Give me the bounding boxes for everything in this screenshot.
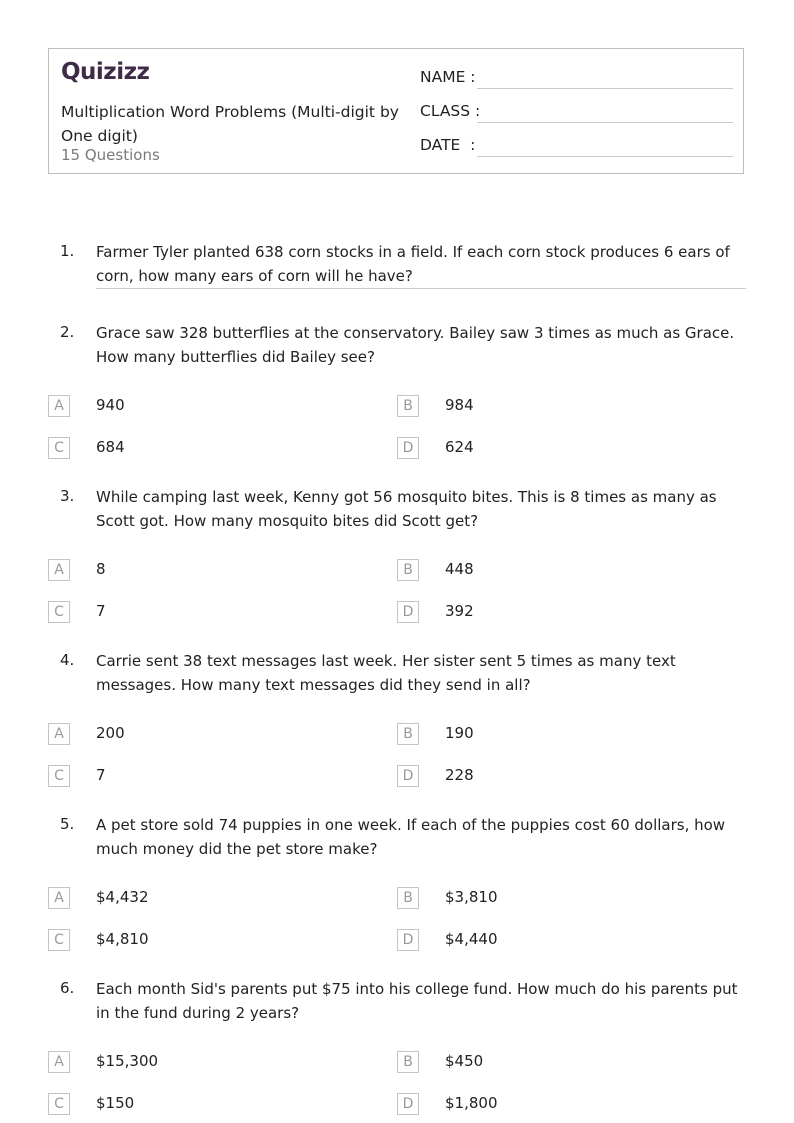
option-d-box[interactable]: D [397, 929, 419, 951]
option-b-text: $450 [445, 1052, 484, 1070]
option-a-box[interactable]: A [48, 1051, 70, 1073]
option-c-box[interactable]: C [48, 929, 70, 951]
option-b-box[interactable]: B [397, 723, 419, 745]
option-d-text: 624 [445, 438, 474, 456]
question-count: 15 Questions [61, 146, 160, 164]
date-label: DATE : [420, 136, 476, 154]
question-number: 5. [60, 815, 75, 833]
question-number: 1. [60, 242, 75, 260]
name-label: NAME : [420, 68, 476, 86]
option-a-text: 940 [96, 396, 125, 414]
option-c-box[interactable]: C [48, 765, 70, 787]
question-number: 6. [60, 979, 75, 997]
worksheet-header [48, 48, 744, 174]
option-b-text: 190 [445, 724, 474, 742]
question-text: Grace saw 328 butterflies at the conservatory. Bailey saw 3 times as much as Grace. How many butterflies did Bailey see? [96, 324, 735, 366]
option-a-text: $4,432 [96, 888, 149, 906]
option-d-box[interactable]: D [397, 1093, 419, 1115]
question-text: A pet store sold 74 puppies in one week. If each of the puppies cost 60 dollars, how much money did the pet store make? [96, 816, 726, 858]
option-d-text: $1,800 [445, 1094, 498, 1112]
class-field[interactable] [420, 100, 733, 124]
option-a-box[interactable]: A [48, 887, 70, 909]
question-number: 4. [60, 651, 75, 669]
option-a-box[interactable]: A [48, 395, 70, 417]
option-c-box[interactable]: C [48, 1093, 70, 1115]
option-b-text: 448 [445, 560, 474, 578]
worksheet-title: Multiplication Word Problems (Multi-digit by One digit) [61, 103, 399, 145]
name-field[interactable] [420, 66, 733, 90]
question-number: 3. [60, 487, 75, 505]
option-a-text: 8 [96, 560, 106, 578]
option-a-text: $15,300 [96, 1052, 159, 1070]
option-a-box[interactable]: A [48, 559, 70, 581]
option-d-box[interactable]: D [397, 765, 419, 787]
class-label: CLASS : [420, 102, 481, 120]
option-c-text: $150 [96, 1094, 135, 1112]
option-d-box[interactable]: D [397, 601, 419, 623]
question-text: Carrie sent 38 text messages last week. Her sister sent 5 times as many text messages. How many text messages did they send in all? [96, 652, 676, 694]
option-c-text: 684 [96, 438, 125, 456]
option-c-box[interactable]: C [48, 437, 70, 459]
question-text: Farmer Tyler planted 638 corn stocks in a field. If each corn stock produces 6 ears of corn, how many ears of corn will he have? [96, 243, 730, 285]
option-c-box[interactable]: C [48, 601, 70, 623]
option-b-box[interactable]: B [397, 887, 419, 909]
option-a-text: 200 [96, 724, 125, 742]
option-b-text: 984 [445, 396, 474, 414]
option-b-box[interactable]: B [397, 559, 419, 581]
option-b-box[interactable]: B [397, 395, 419, 417]
option-a-box[interactable]: A [48, 723, 70, 745]
question-text: While camping last week, Kenny got 56 mosquito bites. This is 8 times as many as Scott got. How many mosquito bites did Scott get? [96, 488, 717, 530]
question-text: Each month Sid's parents put $75 into his college fund. How much do his parents put in the fund during 2 years? [96, 980, 738, 1022]
option-c-text: 7 [96, 602, 106, 620]
date-field[interactable] [420, 134, 733, 158]
option-c-text: $4,810 [96, 930, 149, 948]
option-d-box[interactable]: D [397, 437, 419, 459]
option-d-text: 392 [445, 602, 474, 620]
option-b-box[interactable]: B [397, 1051, 419, 1073]
option-c-text: 7 [96, 766, 106, 784]
name-line[interactable] [477, 88, 733, 89]
option-d-text: 228 [445, 766, 474, 784]
class-line[interactable] [477, 122, 733, 123]
date-line[interactable] [477, 156, 733, 157]
quizizz-logo: Quizizz [61, 59, 150, 85]
option-b-text: $3,810 [445, 888, 498, 906]
answer-line[interactable] [96, 288, 746, 289]
option-d-text: $4,440 [445, 930, 498, 948]
question-number: 2. [60, 323, 75, 341]
